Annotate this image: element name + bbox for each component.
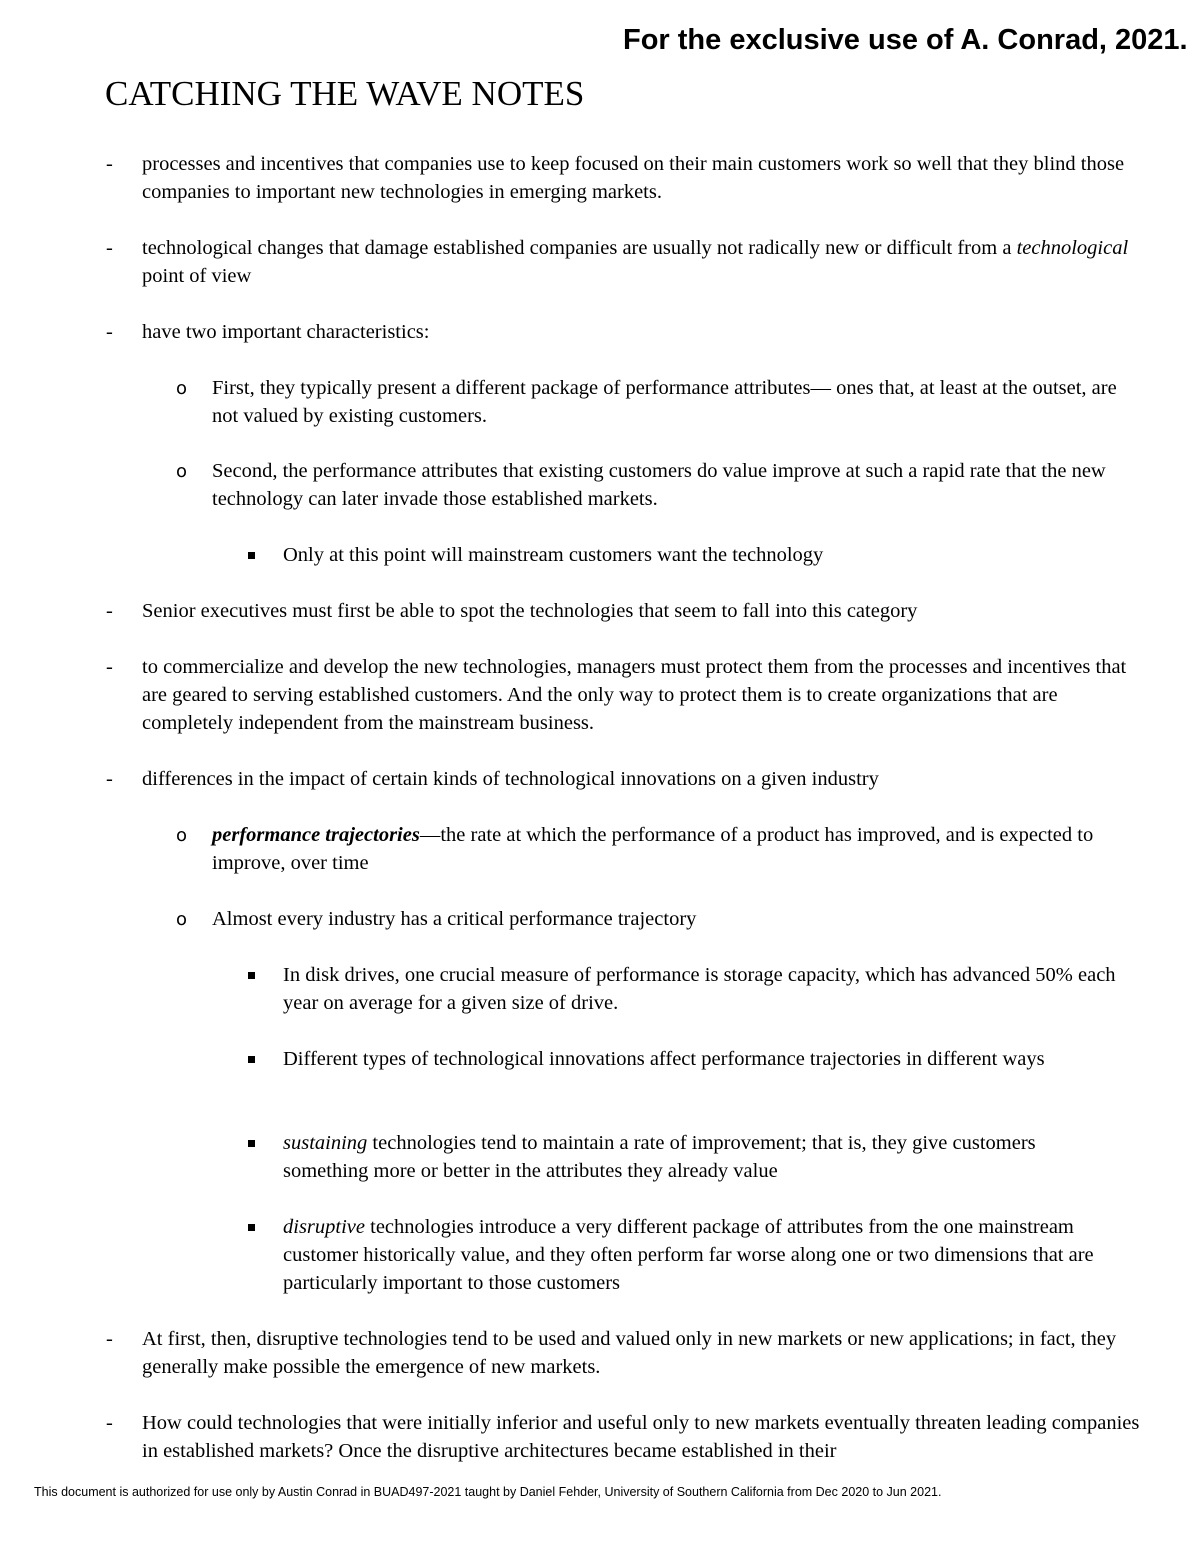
list-item — [106, 318, 1142, 346]
list-item-text: Second, the performance attributes that existing customers do value improve at such a rapid rate that the new technology can later invade those established markets. — [212, 460, 1106, 510]
list-item-text: Senior executives must first be able to spot the technologies that seem to fall into this category — [142, 600, 918, 622]
list-item-text: How could technologies that were initially inferior and useful only to new markets eventually threaten leading companies in established markets? Once the disruptive architectures became established in their — [142, 1412, 1140, 1462]
circle-bullet: o — [176, 825, 188, 846]
exclusive-use-watermark: For the exclusive use of A. Conrad, 2021. — [623, 24, 1188, 56]
square-bullet-icon — [248, 1140, 255, 1147]
square-bullet-icon — [248, 1224, 255, 1231]
list-item-text: At first, then, disruptive technologies tend to be used and valued only in new markets or new applications; in fact, they generally make possible the emergence of new markets. — [142, 1328, 1117, 1378]
list-item — [106, 1409, 1142, 1465]
list-item-text: sustaining technologies tend to maintain a rate of improvement; that is, they give customers something more or better in the attributes they already value — [283, 1132, 1036, 1182]
list-item — [283, 1213, 1123, 1297]
list-item-text: Different types of technological innovations affect performance trajectories in different ways — [283, 1048, 1045, 1070]
list-item — [283, 961, 1123, 1017]
emphasis-technological: technological — [1016, 237, 1129, 259]
dash-bullet: - — [106, 768, 113, 790]
list-item-text: differences in the impact of certain kinds of technological innovations on a given industry — [142, 768, 879, 790]
dash-bullet: - — [106, 1412, 113, 1434]
circle-bullet: o — [176, 909, 188, 930]
list-item-text: to commercialize and develop the new technologies, managers must protect them from the processes and incentives that are geared to serving established customers. And the only way to protect them is to create organizations that are completely independent from the mainstream business. — [142, 656, 1127, 734]
list-item — [106, 234, 1142, 290]
square-bullet-icon — [248, 552, 255, 559]
dash-bullet: - — [106, 656, 113, 678]
list-item — [106, 150, 1142, 206]
list-item — [283, 1045, 1123, 1073]
list-item-text: First, they typically present a different package of performance attributes— ones that, at least at the outset, are not valued by existing customers. — [212, 377, 1117, 427]
square-bullet-icon — [248, 1056, 255, 1063]
circle-bullet: o — [176, 378, 188, 399]
list-item-text: processes and incentives that companies use to keep focused on their main customers work so well that they blind those companies to important new technologies in emerging markets. — [142, 153, 1125, 203]
list-item — [176, 905, 1132, 933]
list-item — [176, 821, 1132, 877]
list-item-text: disruptive technologies introduce a very different package of attributes from the one mainstream customer historically value, and they often perform far worse along one or two dimensions that are particularly important to those customers — [283, 1216, 1094, 1294]
term-performance-trajectories: performance trajectories — [212, 824, 420, 846]
list-item — [176, 374, 1132, 430]
list-item-text: performance trajectories—the rate at which the performance of a product has improved, and is expected to improve, over time — [212, 824, 1094, 874]
list-item — [283, 541, 1123, 569]
dash-bullet: - — [106, 1328, 113, 1350]
square-bullet-icon — [248, 972, 255, 979]
authorization-footer: This document is authorized for use only by Austin Conrad in BUAD497-2021 taught by Daniel Fehder, University of Southern California from Dec 2020 to Jun 2021. — [34, 1485, 942, 1499]
dash-bullet: - — [106, 153, 113, 175]
list-item — [106, 765, 1142, 793]
dash-bullet: - — [106, 321, 113, 343]
list-item — [106, 1325, 1142, 1381]
dash-bullet: - — [106, 600, 113, 622]
page-title: CATCHING THE WAVE NOTES — [105, 74, 585, 113]
term-disruptive: disruptive — [283, 1216, 365, 1238]
list-item — [106, 653, 1142, 737]
dash-bullet: - — [106, 237, 113, 259]
list-item-text: In disk drives, one crucial measure of performance is storage capacity, which has advanced 50% each year on average for a given size of drive. — [283, 964, 1116, 1014]
list-item-text: Only at this point will mainstream customers want the technology — [283, 544, 824, 566]
list-item — [283, 1129, 1123, 1185]
list-item-text: technological changes that damage established companies are usually not radically new or difficult from a technological point of view — [142, 237, 1129, 287]
circle-bullet: o — [176, 461, 188, 482]
list-item-text: have two important characteristics: — [142, 321, 430, 343]
list-item-text: Almost every industry has a critical performance trajectory — [212, 908, 697, 930]
list-item — [176, 457, 1132, 513]
list-item — [106, 597, 1142, 625]
term-sustaining: sustaining — [283, 1132, 368, 1154]
